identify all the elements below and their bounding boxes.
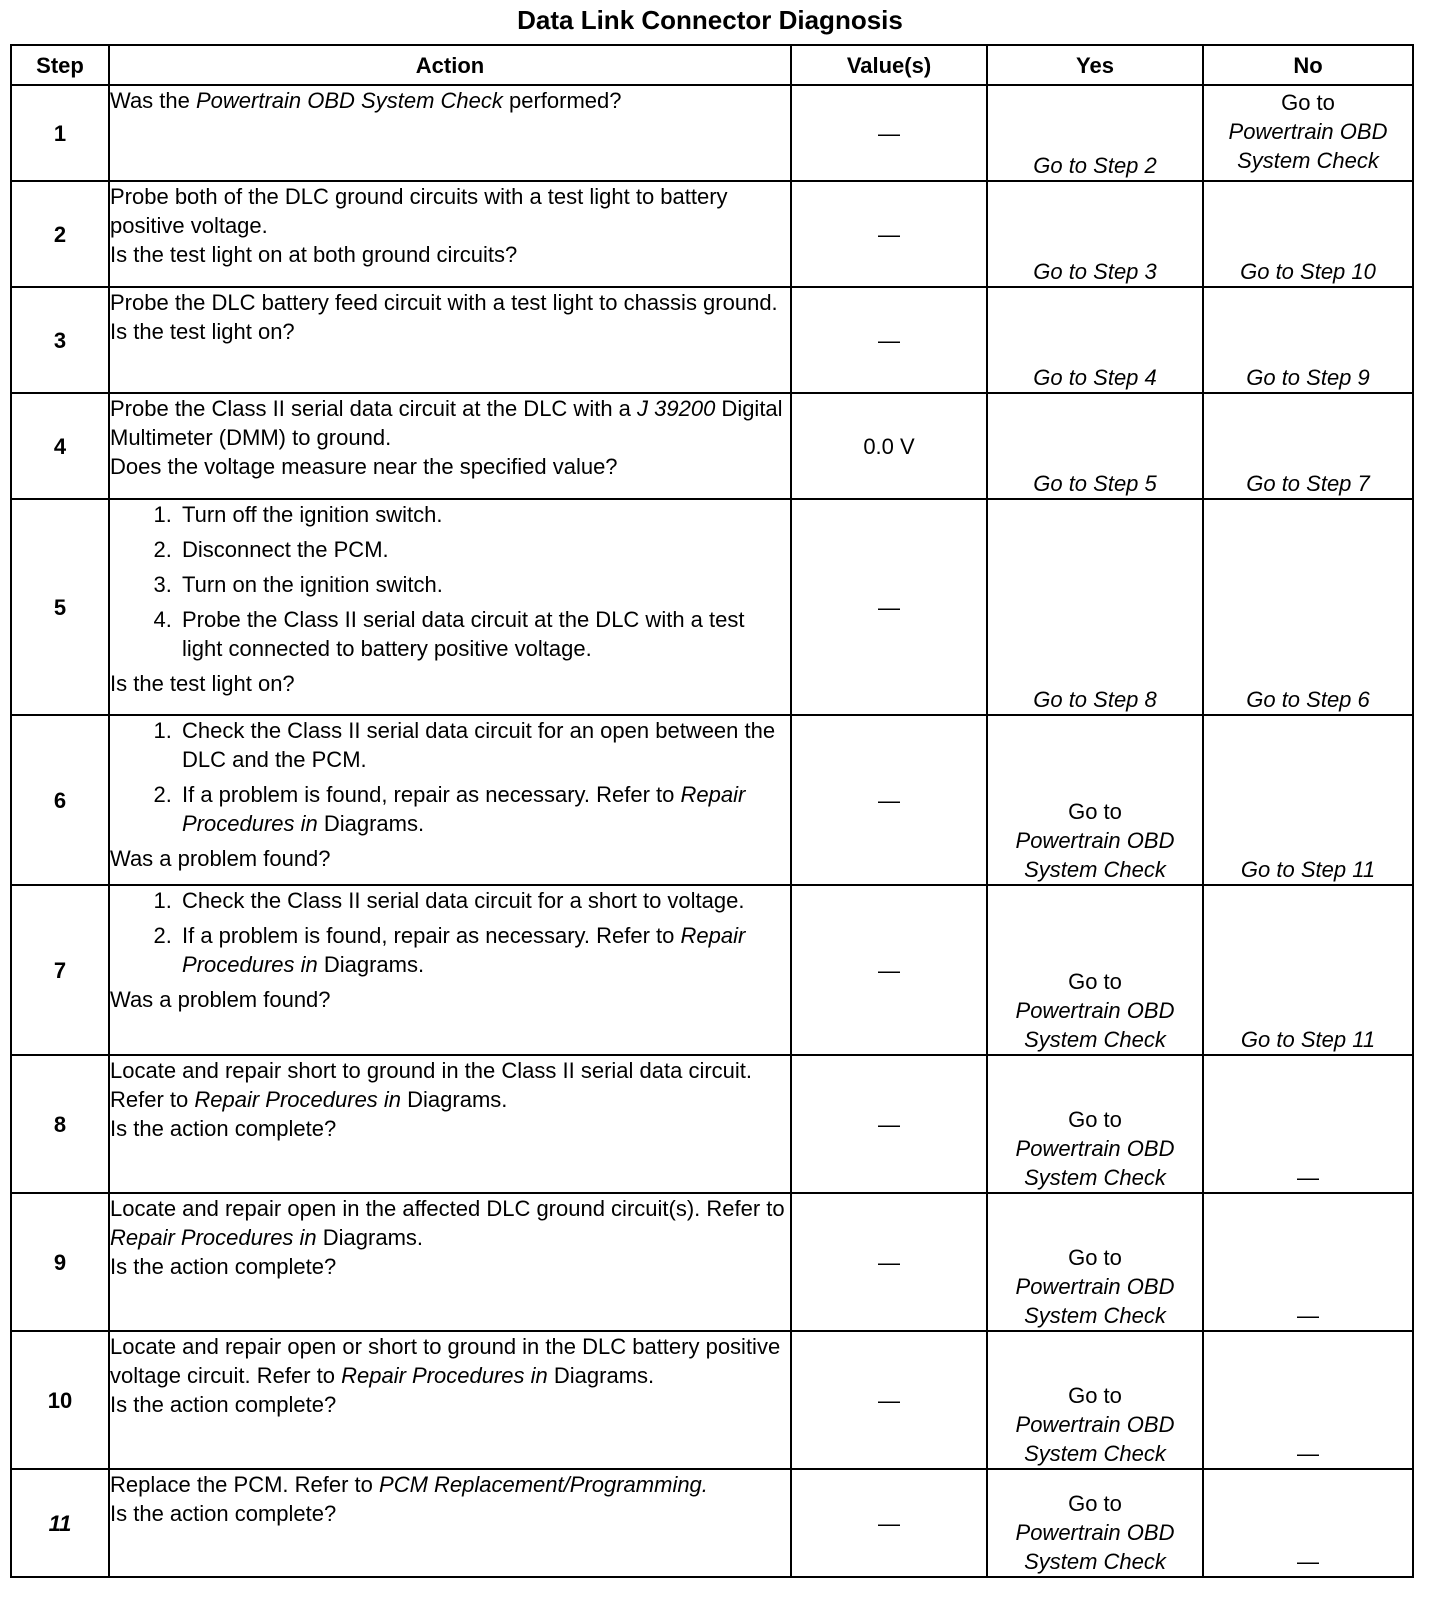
action-question: Was a problem found? bbox=[110, 987, 331, 1012]
table-row bbox=[11, 1331, 1413, 1469]
list-item: 1. Check the Class II serial data circuit for an open between the DLC and the PCM. bbox=[178, 716, 790, 774]
value-cell: — bbox=[791, 499, 987, 715]
table-row bbox=[11, 393, 1413, 499]
header-value: Value(s) bbox=[791, 45, 987, 85]
yes-cell[interactable]: Go to Step 2 bbox=[987, 85, 1203, 181]
action-question: Is the action complete? bbox=[110, 1501, 337, 1526]
yes-cell[interactable]: Go to Step 3 bbox=[987, 181, 1203, 287]
list-item: 2. If a problem is found, repair as necessary. Refer to Repair Procedures in Diagrams. bbox=[178, 780, 790, 838]
no-cell[interactable]: Go to Powertrain OBD System Check bbox=[1203, 85, 1413, 181]
list-item: 3. Turn on the ignition switch. bbox=[178, 570, 790, 599]
header-step: Step bbox=[11, 45, 109, 85]
step-number: 11 bbox=[11, 1469, 109, 1577]
diagnosis-table bbox=[10, 44, 1414, 1578]
action-question: Is the action complete? bbox=[110, 1254, 337, 1279]
table-row bbox=[11, 1193, 1413, 1331]
list-item: 1. Turn off the ignition switch. bbox=[178, 500, 790, 529]
yes-cell[interactable]: Go to Step 5 bbox=[987, 393, 1203, 499]
table-header-row bbox=[11, 45, 1413, 85]
action-cell bbox=[109, 499, 791, 715]
header-no: No bbox=[1203, 45, 1413, 85]
action-steps-list bbox=[110, 716, 790, 844]
action-question: Was a problem found? bbox=[110, 846, 331, 871]
list-item: 4. Probe the Class II serial data circuit at the DLC with a test light connected to battery positive voltage. bbox=[178, 605, 790, 663]
step-number: 8 bbox=[11, 1055, 109, 1193]
value-cell: — bbox=[791, 885, 987, 1055]
header-yes: Yes bbox=[987, 45, 1203, 85]
yes-cell[interactable]: Go to Powertrain OBD System Check bbox=[987, 885, 1203, 1055]
no-cell[interactable]: Go to Step 10 bbox=[1203, 181, 1413, 287]
value-cell: — bbox=[791, 1331, 987, 1469]
value-cell: — bbox=[791, 85, 987, 181]
table-row bbox=[11, 287, 1413, 393]
yes-cell[interactable]: Go to Step 4 bbox=[987, 287, 1203, 393]
list-item: 1. Check the Class II serial data circuit for a short to voltage. bbox=[178, 886, 790, 915]
step-number: 3 bbox=[11, 287, 109, 393]
table-row bbox=[11, 499, 1413, 715]
step-number: 1 bbox=[11, 85, 109, 181]
no-cell[interactable]: Go to Step 6 bbox=[1203, 499, 1413, 715]
action-steps-list bbox=[110, 886, 790, 985]
action-cell bbox=[109, 885, 791, 1055]
list-item: 2. If a problem is found, repair as necessary. Refer to Repair Procedures in Diagrams. bbox=[178, 921, 790, 979]
no-cell: — bbox=[1203, 1055, 1413, 1193]
action-cell bbox=[109, 181, 791, 287]
no-cell: — bbox=[1203, 1193, 1413, 1331]
step-number: 2 bbox=[11, 181, 109, 287]
action-cell bbox=[109, 1193, 791, 1331]
step-number: 6 bbox=[11, 715, 109, 885]
action-text: Locate and repair open in the affected DLC ground circuit(s). Refer to Repair Procedures in Diagrams. bbox=[110, 1196, 785, 1250]
action-text: Probe both of the DLC ground circuits with a test light to battery positive voltage. bbox=[110, 184, 728, 238]
value-cell: — bbox=[791, 1469, 987, 1577]
no-cell: — bbox=[1203, 1331, 1413, 1469]
step-number: 5 bbox=[11, 499, 109, 715]
no-cell[interactable]: Go to Step 11 bbox=[1203, 885, 1413, 1055]
action-cell bbox=[109, 715, 791, 885]
no-cell: — bbox=[1203, 1469, 1413, 1577]
step-number: 4 bbox=[11, 393, 109, 499]
yes-cell[interactable]: Go to Powertrain OBD System Check bbox=[987, 1469, 1203, 1577]
no-cell[interactable]: Go to Step 11 bbox=[1203, 715, 1413, 885]
action-cell bbox=[109, 1055, 791, 1193]
table-row bbox=[11, 181, 1413, 287]
value-cell: — bbox=[791, 1055, 987, 1193]
yes-cell[interactable]: Go to Powertrain OBD System Check bbox=[987, 1331, 1203, 1469]
yes-cell[interactable]: Go to Powertrain OBD System Check bbox=[987, 1193, 1203, 1331]
table-row bbox=[11, 85, 1413, 181]
action-cell bbox=[109, 1331, 791, 1469]
yes-cell[interactable]: Go to Powertrain OBD System Check bbox=[987, 1055, 1203, 1193]
action-cell bbox=[109, 393, 791, 499]
action-question: Is the action complete? bbox=[110, 1392, 337, 1417]
action-cell bbox=[109, 287, 791, 393]
value-cell: 0.0 V bbox=[791, 393, 987, 499]
value-cell: — bbox=[791, 287, 987, 393]
page-title: Data Link Connector Diagnosis bbox=[517, 5, 903, 35]
action-text: Locate and repair open or short to ground in the DLC battery positive voltage circuit. Refer to Repair Procedures in Diagrams. bbox=[110, 1334, 781, 1388]
table-row bbox=[11, 1469, 1413, 1577]
action-question: Is the test light on at both ground circuits? bbox=[110, 242, 518, 267]
header-action: Action bbox=[109, 45, 791, 85]
table-row bbox=[11, 715, 1413, 885]
value-cell: — bbox=[791, 1193, 987, 1331]
action-text: Probe the Class II serial data circuit at the DLC with a J 39200 Digital Multimeter (DMM) to ground. bbox=[110, 396, 783, 450]
yes-cell[interactable]: Go to Powertrain OBD System Check bbox=[987, 715, 1203, 885]
action-text: Was the Powertrain OBD System Check performed? bbox=[110, 88, 622, 113]
action-question: Is the test light on? bbox=[110, 671, 295, 696]
action-text: Probe the DLC battery feed circuit with a test light to chassis ground. bbox=[110, 290, 778, 315]
action-cell bbox=[109, 1469, 791, 1577]
list-item: 2. Disconnect the PCM. bbox=[178, 535, 790, 564]
action-text: Locate and repair short to ground in the Class II serial data circuit. Refer to Repair Procedures in Diagrams. bbox=[110, 1058, 753, 1112]
table-row bbox=[11, 1055, 1413, 1193]
value-cell: — bbox=[791, 715, 987, 885]
yes-cell[interactable]: Go to Step 8 bbox=[987, 499, 1203, 715]
no-cell[interactable]: Go to Step 9 bbox=[1203, 287, 1413, 393]
action-cell bbox=[109, 85, 791, 181]
value-cell: — bbox=[791, 181, 987, 287]
action-text: Replace the PCM. Refer to PCM Replacement/Programming. bbox=[110, 1472, 708, 1497]
no-cell[interactable]: Go to Step 7 bbox=[1203, 393, 1413, 499]
table-row bbox=[11, 885, 1413, 1055]
action-steps-list bbox=[110, 500, 790, 669]
action-question: Is the test light on? bbox=[110, 319, 295, 344]
step-number: 7 bbox=[11, 885, 109, 1055]
step-number: 9 bbox=[11, 1193, 109, 1331]
action-question: Is the action complete? bbox=[110, 1116, 337, 1141]
step-number: 10 bbox=[11, 1331, 109, 1469]
action-question: Does the voltage measure near the specified value? bbox=[110, 454, 618, 479]
